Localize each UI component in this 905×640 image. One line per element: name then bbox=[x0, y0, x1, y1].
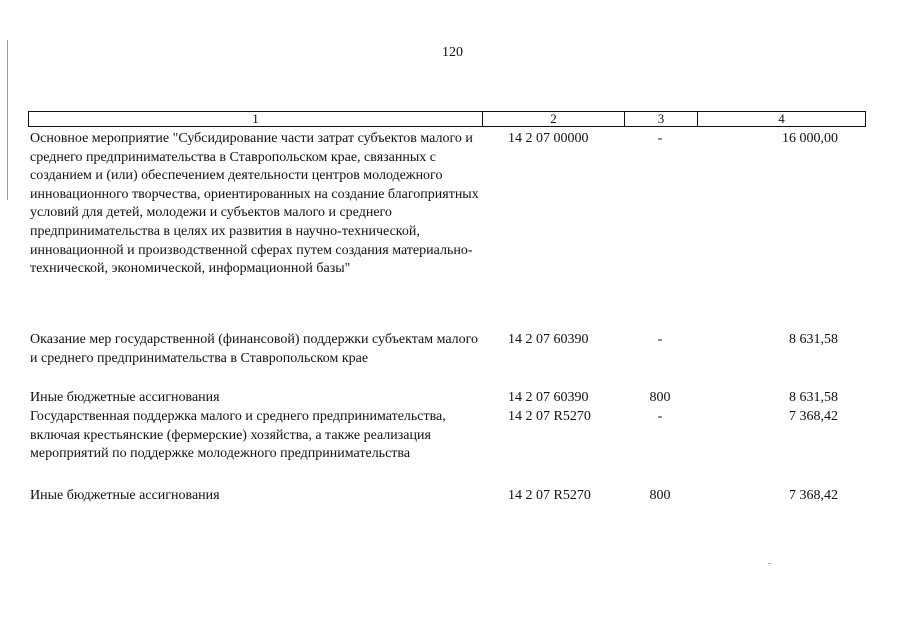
row-code: 14 2 07 R5270 bbox=[508, 409, 591, 424]
row-amount: 16 000,00 bbox=[782, 131, 838, 146]
column-header-4: 4 bbox=[778, 111, 785, 126]
scan-edge-line bbox=[7, 40, 8, 200]
row-type: - bbox=[657, 409, 663, 424]
column-header-2: 2 bbox=[483, 112, 625, 126]
scan-speck bbox=[768, 563, 771, 564]
row-amount: 7 368,42 bbox=[789, 488, 838, 503]
row-amount: 7 368,42 bbox=[789, 409, 838, 424]
row-description: Основное мероприятие "Субсидирование части затрат субъектов малого и среднего предпринимательства в Ставропольском крае, связанных с созданием и (или) обеспечением деятельности центров молодежного инновационного творчества, ориентированных на создание благоприятных условий для детей, молодежи и субъектов малого и среднего предпринимательства в целях их развития в научно-технической, инновационной и производственной сферах путем создания материально-технической, экономической, информационной базы" bbox=[30, 131, 479, 277]
row-type: 800 bbox=[649, 488, 671, 503]
row-description: Государственная поддержка малого и среднего предпринимательства, включая крестьянские (фермерские) хозяйства, а также реализация мероприятий по поддержке молодежного предпринимательства bbox=[30, 409, 446, 462]
column-header-1: 1 bbox=[29, 112, 483, 126]
row-amount: 8 631,58 bbox=[789, 390, 838, 405]
row-code: 14 2 07 00000 bbox=[508, 131, 589, 146]
page-number: 120 bbox=[442, 45, 463, 60]
column-header-3: 3 bbox=[625, 112, 698, 126]
table-header-row bbox=[28, 111, 866, 127]
row-code: 14 2 07 R5270 bbox=[508, 488, 591, 503]
row-description: Иные бюджетные ассигнования bbox=[30, 390, 220, 405]
row-type: - bbox=[657, 332, 663, 347]
row-description: Иные бюджетные ассигнования bbox=[30, 488, 220, 503]
row-description: Оказание мер государственной (финансовой) поддержки субъектам малого и среднего предпринимательства в Ставропольском крае bbox=[30, 332, 479, 366]
row-type: - bbox=[657, 131, 663, 146]
row-amount: 8 631,58 bbox=[789, 332, 838, 347]
row-code: 14 2 07 60390 bbox=[508, 390, 589, 405]
row-type: 800 bbox=[649, 390, 671, 405]
row-code: 14 2 07 60390 bbox=[508, 332, 589, 347]
